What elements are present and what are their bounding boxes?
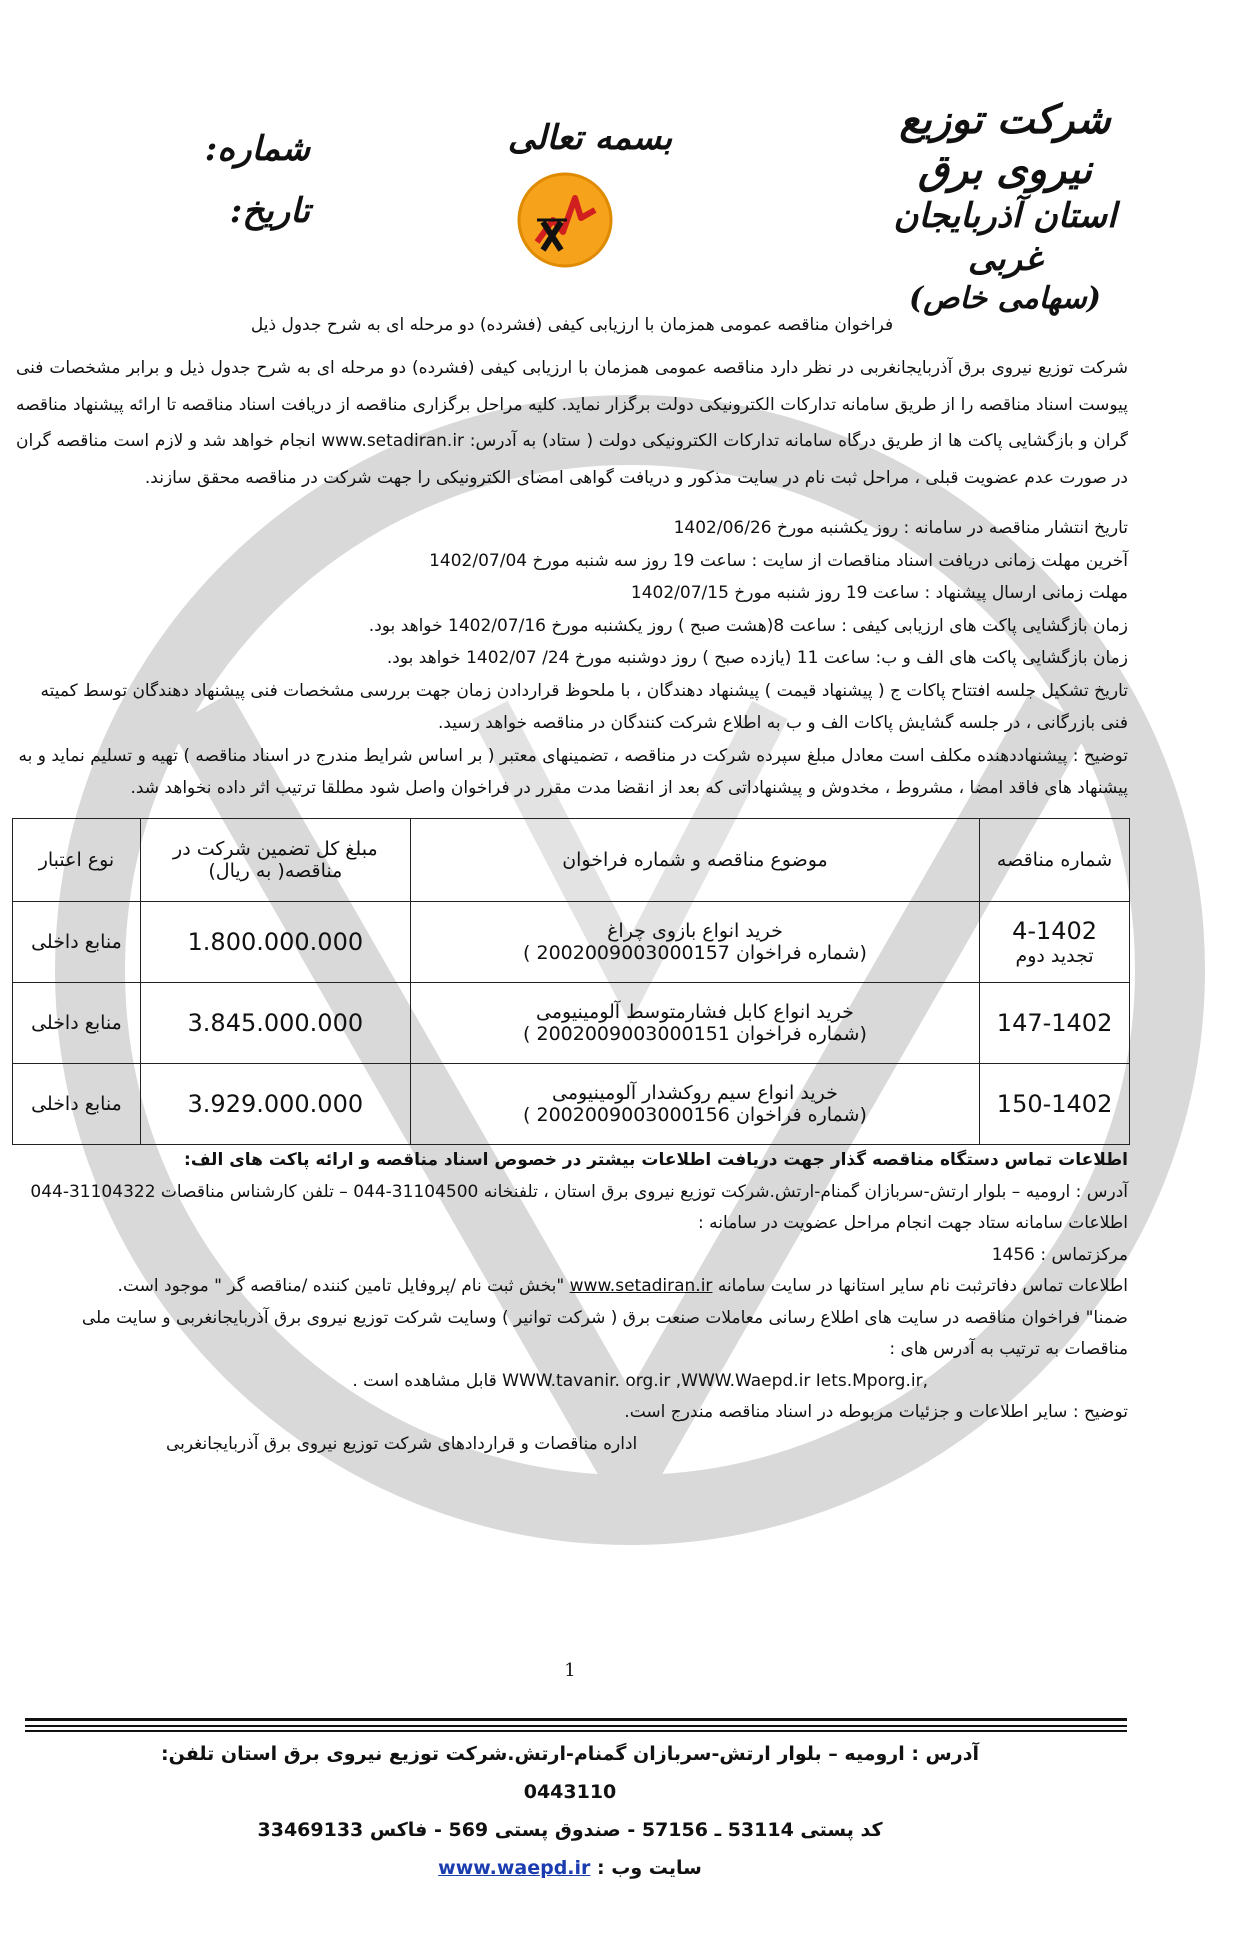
header-tender-number: شماره مناقصه <box>980 819 1130 902</box>
number-label: شماره: <box>204 129 310 169</box>
header-guarantee-amount: مبلغ کل تضمین شرکت در مناقصه( به ریال) <box>140 819 410 902</box>
table-row <box>13 983 1130 1064</box>
contact-address: آدرس : ارومیه – بلوار ارتش-سربازان گمنام-ارتش.شرکت توزیع نیروی برق استان ، تلفنخانه 31104500-044 – تلفن کارشناس مناقصات 31104322-044 <box>30 1181 1128 1202</box>
subject-cell <box>410 1064 979 1145</box>
footer-rule-bottom <box>25 1730 1127 1732</box>
header-subject: موضوع مناقصه و شماره فراخوان <box>410 819 979 902</box>
date-label: تاریخ: <box>229 191 310 231</box>
tender-subject: خرید انواع بازوی چراغ <box>607 920 783 942</box>
tender-subject: خرید انواع سیم روکشدار آلومینیومی <box>552 1082 838 1104</box>
offices-post: "بخش ثبت نام /پروفایل تامین کننده /مناقصه گر " موجود است. <box>117 1276 565 1296</box>
company-line-1: شرکت توزیع نیروی برق <box>899 96 1111 193</box>
table-header-row <box>13 819 1130 902</box>
tender-number-cell <box>980 902 1130 983</box>
tender-table <box>12 818 1130 1145</box>
guarantee-amount: 1.800.000.000 <box>140 902 410 983</box>
credit-type: منابع داخلی <box>13 902 141 983</box>
page-number: 1 <box>564 1660 576 1681</box>
tender-number-note: تجدید دوم <box>1015 945 1094 967</box>
schedule-item: زمان بازگشایی پاکت های الف و ب: ساعت 11 (یازده صبح ) روز دوشنبه مورخ 24/ 1402/07 خواهد بود. <box>386 648 1128 668</box>
schedule-list <box>16 512 1128 805</box>
tender-subject: خرید انواع کابل فشارمتوسط آلومینیومی <box>535 1001 854 1023</box>
subject-cell <box>410 983 979 1064</box>
note: توضیح : سایر اطلاعات و جزئیات مربوطه در اسناد مناقصه مندرج است. <box>624 1402 1128 1422</box>
footer <box>120 1735 1020 1887</box>
footer-web <box>120 1849 1020 1887</box>
tender-number-cell <box>980 983 1130 1064</box>
footer-rule-mid <box>25 1725 1127 1727</box>
subject-cell <box>410 902 979 983</box>
guarantee-amount: 3.929.000.000 <box>140 1064 410 1145</box>
bismillah: بسمه تعالی <box>507 118 673 158</box>
company-line-2: استان آذربایجان غربی <box>893 196 1117 279</box>
footer-rule-top <box>25 1718 1127 1721</box>
schedule-item: تاریخ انتشار مناقصه در سامانه : روز یکشنبه مورخ 1402/06/26 <box>673 518 1128 538</box>
credit-type: منابع داخلی <box>13 1064 141 1145</box>
table-row <box>13 902 1130 983</box>
table-row <box>13 1064 1130 1145</box>
schedule-item: زمان بازگشایی پاکت های ارزیابی کیفی : ساعت 8(هشت صبح ) روز یکشنبه مورخ 1402/07/16 خواهد بود. <box>368 615 1128 636</box>
call-number: (شماره فراخوان 2002009003000151 ) <box>523 1023 867 1045</box>
credit-type: منابع داخلی <box>13 983 141 1064</box>
also-published: ضمنا" فراخوان مناقصه در سایت های اطلاع رسانی معاملات صنعت برق ( شرکت توانیر ) وسایت شرکت توزیع نیروی برق آذربایجانغربی و سایت ملی مناقصات به ترتیب به آدرس های : <box>81 1307 1128 1359</box>
schedule-item: توضیح : پیشنهاددهنده مکلف است معادل مبلغ سپرده شرکت در مناقصه ، تضمینهای معتبر ( بر اساس شرایط مندرج در اسناد مناقصه ) تهیه و تسلیم نماید و به پیشنهاد های فاقد امضا ، مشروط ، مخدوش و پیشنهاداتی که بعد از انقضا مدت مقرر در فراخوان واصل شود مطلقا ترتیب اثر داده نخواهد شد. <box>18 745 1128 798</box>
company-name-block <box>880 95 1130 318</box>
footer-web-link[interactable]: www.waepd.ir <box>438 1857 591 1879</box>
setadiran-link[interactable]: www.setadiran.ir <box>569 1276 713 1296</box>
call-number: (شماره فراخوان 2002009003000156 ) <box>523 1104 867 1126</box>
company-logo-icon <box>515 170 615 270</box>
schedule-item: تاریخ تشکیل جلسه افتتاح پاکات ج ( پیشنهاد قیمت ) پیشنهاد دهندگان ، با ملحوظ قراردادن زمان جهت بررسی مشخصات فنی پیشنهاد دهندگان توسط کمیته فنی بازرگانی ، در جلسه گشایش پاکات الف و ب به اطلاع شرکت کنندگان در مناقصه خواهد رسید. <box>40 680 1128 733</box>
header-credit-type: نوع اعتبار <box>13 819 141 902</box>
tender-number: 4-1402 <box>1012 917 1098 945</box>
announcement-title: فراخوان مناقصه عمومی همزمان با ارزیابی کیفی (فشرده) دو مرحله ای به شرح جدول ذیل <box>250 315 894 335</box>
signature: اداره مناقصات و قراردادهای شرکت توزیع نیروی برق آذربایجانغربی <box>166 1433 638 1454</box>
call-center: مرکزتماس : 1456 <box>991 1244 1128 1265</box>
footer-web-label: سایت وب : <box>597 1857 702 1879</box>
sites-list: ,WWW.tavanir. org.ir ,WWW.Waepd.ir Iets.Mporg.ir قابل مشاهده است . <box>352 1370 928 1391</box>
tender-number: 147-1402 <box>996 1009 1113 1037</box>
announcement-intro: شرکت توزیع نیروی برق آذربایجانغربی در نظر دارد مناقصه عمومی همزمان با ارزیابی کیفی (فشرده) دو مرحله ای به شرح جدول ذیل و برابر مشخصات فنی پیوست اسناد مناقصه را از طریق سامانه تدارکات الکترونیکی دولت برگزار نماید. کلیه مراحل برگزاری مناقصه از دریافت اسناد مناقصه تا ارائه پیشنهاد مناقصه گران و بازگشایی پاکت ها از طریق درگاه سامانه تدارکات الکترونیکی دولت ( ستاد) به آدرس: www.setadiran.ir انجام خواهد شد و لازم است مناقصه گران در صورت عدم عضویت قبلی ، مراحل ثبت نام در سایت مذکور و دریافت گواهی امضای الکترونیکی را جهت شرکت در مناقصه محقق سازند. <box>16 358 1128 488</box>
contact-heading: اطلاعات تماس دستگاه مناقصه گذار جهت دریافت اطلاعات بیشتر در خصوص اسناد مناقصه و ارائه پاکت های الف: <box>184 1150 1128 1170</box>
tender-number-cell <box>980 1064 1130 1145</box>
schedule-item: آخرین مهلت زمانی دریافت اسناد مناقصات از سایت : ساعت 19 روز سه شنبه مورخ 1402/07/04 <box>429 550 1128 571</box>
footer-address: آدرس : ارومیه – بلوار ارتش-سربازان گمنام-ارتش.شرکت توزیع نیروی برق استان تلفن: 0443110 <box>161 1743 979 1803</box>
footer-postal: کد پستی 53114 ـ 57156 - صندوق پستی 569 - فاکس 33469133 <box>257 1819 883 1841</box>
setad-info: اطلاعات سامانه ستاد جهت انجام مراحل عضویت در سامانه : <box>698 1213 1128 1233</box>
contact-section <box>16 1145 1128 1460</box>
number-date-block <box>200 118 310 242</box>
call-number: (شماره فراخوان 2002009003000157 ) <box>523 942 867 964</box>
offices-pre: اطلاعات تماس دفاترثبت نام سایر استانها در سایت سامانه <box>717 1276 1128 1296</box>
company-line-3: (سهامی خاص) <box>909 281 1101 316</box>
guarantee-amount: 3.845.000.000 <box>140 983 410 1064</box>
tender-number: 150-1402 <box>996 1090 1113 1118</box>
schedule-item: مهلت زمانی ارسال پیشنهاد : ساعت 19 روز شنبه مورخ 1402/07/15 <box>630 583 1128 603</box>
offices-info <box>16 1271 1128 1303</box>
